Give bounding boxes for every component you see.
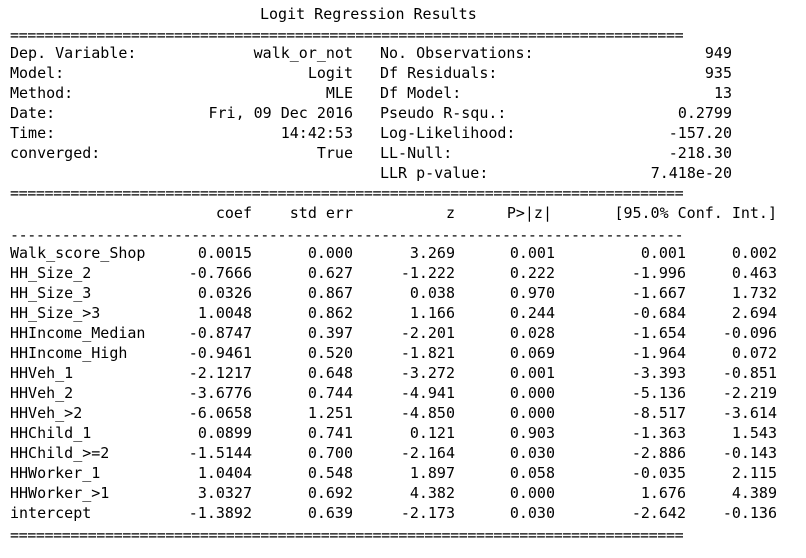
table-cell-z: 0.038 — [409, 284, 455, 302]
table-cell-se: 0.741 — [307, 424, 353, 442]
table-cell-z: 3.269 — [409, 244, 455, 262]
table-cell-z: -4.941 — [400, 384, 455, 402]
table-cell-hi: 2.694 — [731, 304, 777, 322]
table-cell-p: 0.970 — [509, 284, 555, 302]
table-cell-lo: 1.676 — [640, 484, 686, 502]
table-cell-lo: -1.996 — [631, 264, 686, 282]
summary-right-value: 7.418e-20 — [650, 164, 732, 182]
table-cell-lo: -1.964 — [631, 344, 686, 362]
summary-right-label: LL-Null: — [380, 144, 453, 162]
table-cell-se: 0.648 — [307, 364, 353, 382]
table-cell-se: 0.744 — [307, 384, 353, 402]
summary-left-value: Logit — [307, 64, 353, 82]
summary-left-value: Fri, 09 Dec 2016 — [208, 104, 353, 122]
table-cell-p: 0.030 — [509, 504, 555, 522]
table-row-name: HHVeh_>2 — [10, 404, 83, 422]
table-row-name: HHVeh_2 — [10, 384, 74, 402]
table-cell-hi: 0.002 — [731, 244, 777, 262]
table-cell-hi: -2.219 — [722, 384, 777, 402]
table-cell-p: 0.001 — [509, 364, 555, 382]
table-row-name: HHVeh_1 — [10, 364, 74, 382]
table-cell-z: -3.272 — [400, 364, 455, 382]
summary-right-label: Df Residuals: — [380, 64, 498, 82]
table-cell-p: 0.222 — [509, 264, 555, 282]
table-cell-p: 0.000 — [509, 484, 555, 502]
table-row-name: HHChild_1 — [10, 424, 92, 442]
summary-right-value: 935 — [704, 64, 732, 82]
table-cell-lo: -8.517 — [631, 404, 686, 422]
table-cell-se: 0.700 — [307, 444, 353, 462]
summary-right-label: Log-Likelihood: — [380, 124, 516, 142]
table-cell-z: -4.850 — [400, 404, 455, 422]
table-cell-z: 1.166 — [409, 304, 455, 322]
table-cell-se: 0.867 — [307, 284, 353, 302]
double-rule-mid: ============================================================================== — [10, 186, 684, 200]
table-cell-se: 1.251 — [307, 404, 353, 422]
table-cell-hi: -0.851 — [722, 364, 777, 382]
header-pvalue: P>|z| — [506, 204, 552, 222]
table-row-name: Walk_score_Shop — [10, 244, 146, 262]
table-cell-coef: -3.6776 — [188, 384, 252, 402]
table-cell-p: 0.030 — [509, 444, 555, 462]
summary-right-label: No. Observations: — [380, 44, 534, 62]
table-row-name: HHWorker_>1 — [10, 484, 110, 502]
table-cell-hi: 2.115 — [731, 464, 777, 482]
table-row-name: HH_Size_3 — [10, 284, 92, 302]
table-cell-lo: -5.136 — [631, 384, 686, 402]
table-cell-hi: -3.614 — [722, 404, 777, 422]
table-cell-p: 0.001 — [509, 244, 555, 262]
summary-left-value: 14:42:53 — [280, 124, 353, 142]
table-cell-p: 0.069 — [509, 344, 555, 362]
table-cell-z: -1.222 — [400, 264, 455, 282]
table-row-name: intercept — [10, 504, 92, 522]
header-coef: coef — [215, 204, 252, 222]
summary-right-label: Df Model: — [380, 84, 462, 102]
table-cell-lo: 0.001 — [640, 244, 686, 262]
table-cell-coef: -0.7666 — [188, 264, 252, 282]
summary-left-label: Date: — [10, 104, 56, 122]
table-cell-se: 0.000 — [307, 244, 353, 262]
summary-right-value: -157.20 — [668, 124, 732, 142]
table-cell-z: -2.201 — [400, 324, 455, 342]
table-row-name: HHIncome_High — [10, 344, 128, 362]
table-cell-coef: -0.8747 — [188, 324, 252, 342]
table-cell-p: 0.028 — [509, 324, 555, 342]
summary-left-label: Dep. Variable: — [10, 44, 137, 62]
table-cell-coef: -2.1217 — [188, 364, 252, 382]
table-cell-lo: -0.035 — [631, 464, 686, 482]
double-rule-bottom: ============================================================================== — [10, 528, 684, 542]
table-cell-hi: 0.072 — [731, 344, 777, 362]
table-cell-p: 0.000 — [509, 404, 555, 422]
summary-left-value: walk_or_not — [253, 44, 353, 62]
table-cell-coef: -1.5144 — [188, 444, 252, 462]
table-cell-lo: -3.393 — [631, 364, 686, 382]
summary-right-label: LLR p-value: — [380, 164, 489, 182]
table-cell-se: 0.692 — [307, 484, 353, 502]
table-row-name: HHIncome_Median — [10, 324, 146, 342]
table-cell-z: -1.821 — [400, 344, 455, 362]
table-cell-se: 0.520 — [307, 344, 353, 362]
single-rule: ------------------------------------------------------------------------------ — [10, 228, 684, 242]
summary-left-label: Model: — [10, 64, 65, 82]
table-row-name: HH_Size_2 — [10, 264, 92, 282]
table-cell-coef: 0.0899 — [197, 424, 252, 442]
table-cell-hi: 1.732 — [731, 284, 777, 302]
table-cell-coef: -0.9461 — [188, 344, 252, 362]
header-z: z — [445, 204, 455, 222]
summary-right-value: 949 — [704, 44, 732, 62]
table-cell-hi: -0.136 — [722, 504, 777, 522]
table-cell-p: 0.244 — [509, 304, 555, 322]
table-cell-lo: -1.667 — [631, 284, 686, 302]
summary-left-label: converged: — [10, 144, 101, 162]
summary-right-value: -218.30 — [668, 144, 732, 162]
table-cell-hi: 4.389 — [731, 484, 777, 502]
summary-left-label: Time: — [10, 124, 56, 142]
table-cell-se: 0.627 — [307, 264, 353, 282]
table-cell-p: 0.058 — [509, 464, 555, 482]
table-cell-coef: 0.0015 — [197, 244, 252, 262]
table-cell-se: 0.862 — [307, 304, 353, 322]
table-cell-se: 0.639 — [307, 504, 353, 522]
double-rule-top: ============================================================================== — [10, 28, 684, 42]
table-cell-z: 4.382 — [409, 484, 455, 502]
summary-right-value: 13 — [713, 84, 732, 102]
table-cell-z: -2.164 — [400, 444, 455, 462]
table-cell-coef: 1.0048 — [197, 304, 252, 322]
table-cell-p: 0.000 — [509, 384, 555, 402]
table-cell-coef: -6.0658 — [188, 404, 252, 422]
table-cell-coef: 0.0326 — [197, 284, 252, 302]
header-std-err: std err — [289, 204, 353, 222]
summary-left-value: MLE — [325, 84, 353, 102]
table-cell-lo: -2.886 — [631, 444, 686, 462]
table-cell-p: 0.903 — [509, 424, 555, 442]
table-cell-hi: 0.463 — [731, 264, 777, 282]
table-row-name: HH_Size_>3 — [10, 304, 101, 322]
summary-left-value: True — [316, 144, 353, 162]
header-conf-int: [95.0% Conf. Int.] — [614, 204, 777, 222]
table-cell-hi: -0.143 — [722, 444, 777, 462]
report-title: Logit Regression Results — [260, 5, 477, 23]
table-cell-lo: -1.654 — [631, 324, 686, 342]
table-cell-coef: -1.3892 — [188, 504, 252, 522]
table-cell-lo: -0.684 — [631, 304, 686, 322]
summary-right-value: 0.2799 — [677, 104, 732, 122]
table-cell-se: 0.397 — [307, 324, 353, 342]
table-cell-coef: 1.0404 — [197, 464, 252, 482]
table-row-name: HHChild_>=2 — [10, 444, 110, 462]
table-cell-hi: -0.096 — [722, 324, 777, 342]
table-cell-z: 1.897 — [409, 464, 455, 482]
table-cell-hi: 1.543 — [731, 424, 777, 442]
table-cell-coef: 3.0327 — [197, 484, 252, 502]
table-cell-lo: -2.642 — [631, 504, 686, 522]
table-cell-se: 0.548 — [307, 464, 353, 482]
summary-right-label: Pseudo R-squ.: — [380, 104, 507, 122]
table-cell-z: -2.173 — [400, 504, 455, 522]
table-cell-z: 0.121 — [409, 424, 455, 442]
table-cell-lo: -1.363 — [631, 424, 686, 442]
summary-left-label: Method: — [10, 84, 74, 102]
table-row-name: HHWorker_1 — [10, 464, 101, 482]
